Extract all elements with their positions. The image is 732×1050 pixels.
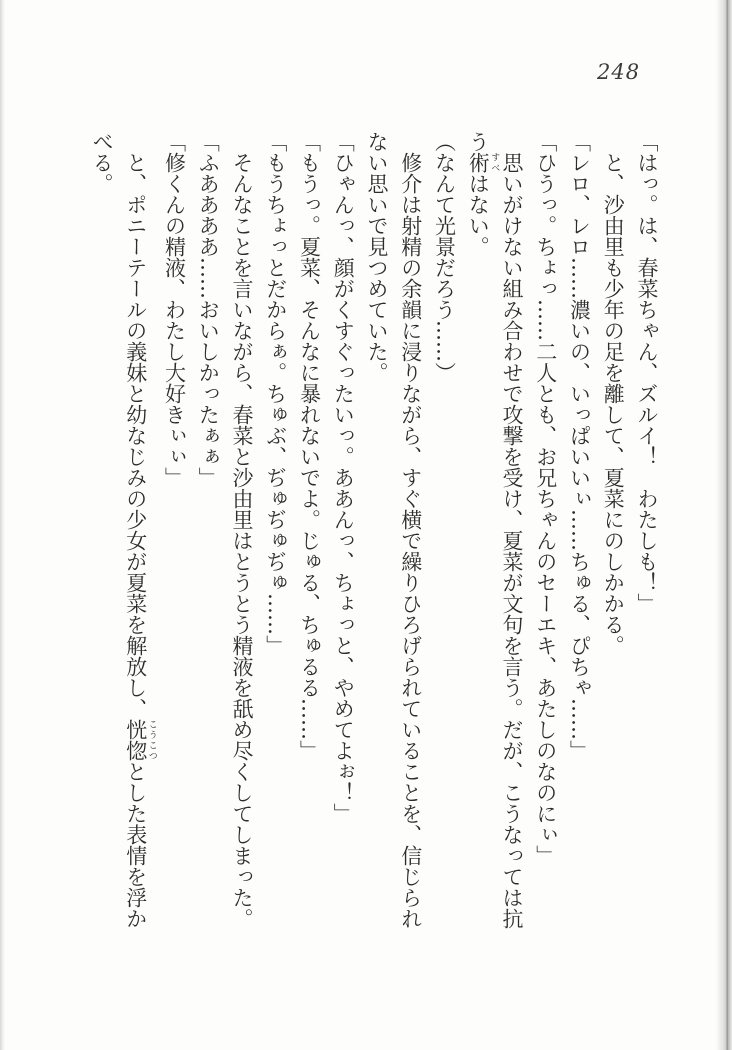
vertical-text-block: [84, 131, 663, 931]
ruby-annotated-word: 恍惚 こうこつ: [123, 719, 157, 761]
page-number: 248: [597, 60, 641, 84]
paragraph-7: 修介は射精の余韻に浸りながら、すぐ横で繰りひろげられていることを、信じられない思いで見つめていた。: [365, 131, 423, 929]
paragraph-4: 「ひうっ。ちょっ……二人とも、お兄ちゃんのセーエキ、あたしのなのにぃ」: [533, 131, 558, 866]
paragraph-9: 「もうっ。夏菜、そんなに暴れないでよ。じゅる、ちゅるる……」: [297, 131, 322, 761]
paragraph-1: 「はっ。は、春菜ちゃん、ズルイ！ わたしも！」: [635, 131, 659, 614]
paragraph-10: 「もうちょっとだからぁ。ちゅぶ、ぢゅぢゅぢゅ……」: [263, 131, 288, 656]
paragraph-2: と、沙由里も少年の足を離して、夏菜にのしかかる。: [601, 152, 626, 656]
paragraph-8: 「ひゃんっ、顔がくすぐったいっ。ああんっ、ちょっと、やめてよぉ！」: [331, 131, 356, 824]
paragraph-3: 「レロ、レロ……濃いの、いっぱいいぃ……ちゅる、ぴちゃ……」: [567, 131, 592, 761]
paragraph-12: 「ふああああ……おいしかったぁぁ」: [196, 131, 221, 488]
page-left-edge-shadow: [0, 0, 5, 1050]
page-right-edge-shadow: [716, 0, 732, 1050]
paragraph-13: 「修くんの精液、わたし大好きぃぃ」: [162, 131, 187, 488]
paragraph-11: そんなことを言いながら、春菜と沙由里はとうとう精液を舐め尽くしてしまった。: [230, 152, 254, 929]
paragraph-5: 思いがけない組み合わせで攻撃を受け、夏菜が文句を言う。だが、こうなっては抗う術 すべはない。: [466, 131, 524, 929]
paragraph-6: （なんて光景だろう……）: [432, 131, 457, 383]
ruby-annotated-word: 術 すべ: [466, 152, 500, 173]
paragraph-14: と、ポニーテールの義妹と幼なじみの少女が夏菜を解放し、恍惚 こうこつとした表情を浮かべる。: [90, 131, 157, 929]
